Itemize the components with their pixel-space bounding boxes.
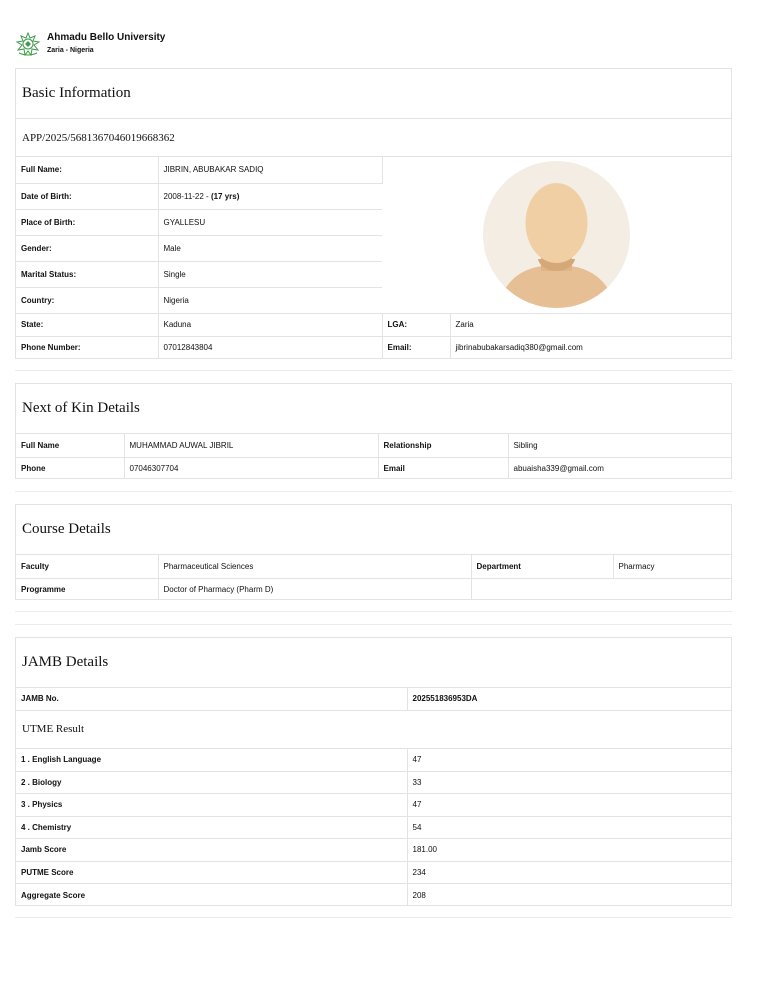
marital-status-value: Single (158, 261, 382, 287)
kin-phone-value: 07046307704 (124, 457, 378, 479)
application-number: APP/2025/5681367046019668362 (16, 119, 731, 157)
country-value: Nigeria (158, 287, 382, 313)
kin-name-value: MUHAMMAD AUWAL JIBRIL (124, 434, 378, 457)
lga-value: Zaria (450, 313, 731, 336)
passport-photo-cell (382, 157, 731, 313)
empty-cell (471, 578, 731, 600)
result-value: 234 (407, 861, 731, 884)
table-row (16, 157, 731, 183)
email-label: Email: (382, 336, 450, 359)
gender-label: Gender: (16, 235, 158, 261)
result-label: 2 . Biology (16, 771, 407, 794)
table-row (16, 555, 731, 578)
course-details-table (16, 555, 731, 600)
state-label: State: (16, 313, 158, 336)
table-row (16, 578, 731, 600)
date-of-birth-date: 2008-11-22 - (163, 191, 211, 201)
table-row (16, 336, 731, 359)
result-label: Aggregate Score (16, 884, 407, 907)
table-row (16, 794, 731, 817)
table-row (16, 884, 731, 907)
jamb-details-title: JAMB Details (16, 638, 731, 688)
brand-text (47, 32, 165, 56)
department-label: Department (471, 555, 613, 578)
kin-name-label: Full Name (16, 434, 124, 457)
result-label: Jamb Score (16, 839, 407, 862)
avatar-placeholder-icon (483, 161, 630, 308)
table-row (16, 771, 731, 794)
table-row (16, 839, 731, 862)
table-row (16, 457, 731, 479)
result-label: 4 . Chemistry (16, 816, 407, 839)
kin-email-value: abuaisha339@gmail.com (513, 463, 604, 473)
country-label: Country: (16, 287, 158, 313)
result-value: 47 (407, 749, 731, 772)
section-divider (15, 917, 732, 918)
jamb-number-table (16, 688, 731, 711)
lga-label: LGA: (382, 313, 450, 336)
age: (17 yrs) (210, 191, 240, 201)
jamb-number-value: 202551836953DA (407, 688, 731, 710)
basic-information-table (16, 157, 731, 359)
date-of-birth-value (158, 183, 382, 209)
result-value: 33 (407, 771, 731, 794)
table-row (16, 816, 731, 839)
result-label: 3 . Physics (16, 794, 407, 817)
gender-value: Male (158, 235, 382, 261)
result-value: 208 (412, 890, 426, 900)
section-divider (15, 370, 732, 371)
utme-result-title: UTME Result (16, 711, 731, 749)
next-of-kin-card (15, 383, 732, 479)
faculty-label: Faculty (16, 555, 158, 578)
table-row (16, 861, 731, 884)
result-value: 181.00 (407, 839, 731, 862)
jamb-details-card (15, 637, 732, 906)
programme-value: Doctor of Pharmacy (Pharm D) (158, 578, 471, 600)
course-details-title: Course Details (16, 505, 731, 555)
basic-information-title: Basic Information (16, 69, 731, 119)
phone-number-label: Phone Number: (16, 336, 158, 359)
kin-relationship-label: Relationship (378, 434, 508, 457)
utme-results-table (16, 749, 731, 907)
full-name-label: Full Name: (16, 157, 158, 183)
email-value: jibrinabubakarsadiq380@gmail.com (455, 343, 583, 353)
kin-email-label: Email (378, 457, 508, 479)
faculty-value: Pharmaceutical Sciences (158, 555, 471, 578)
table-row (16, 313, 731, 336)
marital-status-label: Marital Status: (16, 261, 158, 287)
phone-number-value: 07012843804 (158, 336, 382, 359)
section-divider (15, 624, 732, 625)
date-of-birth-label: Date of Birth: (16, 183, 158, 209)
university-name: Ahmadu Bello University (47, 32, 166, 43)
result-value: 47 (407, 794, 731, 817)
section-divider (15, 611, 732, 612)
course-details-card (15, 504, 732, 600)
table-row (16, 434, 731, 457)
programme-label: Programme (16, 578, 158, 600)
table-row (16, 688, 731, 710)
table-row (16, 749, 731, 772)
result-label: 1 . English Language (16, 749, 407, 772)
place-of-birth-value: GYALLESU (158, 209, 382, 235)
kin-phone-label: Phone (16, 457, 124, 479)
university-location: Zaria - Nigeria (47, 47, 94, 54)
university-crest-icon (15, 31, 41, 57)
result-label: PUTME Score (16, 861, 407, 884)
page-header (15, 30, 165, 58)
state-value: Kaduna (158, 313, 382, 336)
jamb-number-label: JAMB No. (16, 688, 407, 710)
section-divider (15, 491, 732, 492)
full-name-value: JIBRIN, ABUBAKAR SADIQ (158, 157, 382, 183)
basic-information-card (15, 68, 732, 359)
next-of-kin-title: Next of Kin Details (16, 384, 731, 434)
department-value: Pharmacy (613, 555, 731, 578)
place-of-birth-label: Place of Birth: (16, 209, 158, 235)
kin-relationship-value: Sibling (508, 434, 731, 457)
next-of-kin-table (16, 434, 731, 479)
result-value: 54 (407, 816, 731, 839)
